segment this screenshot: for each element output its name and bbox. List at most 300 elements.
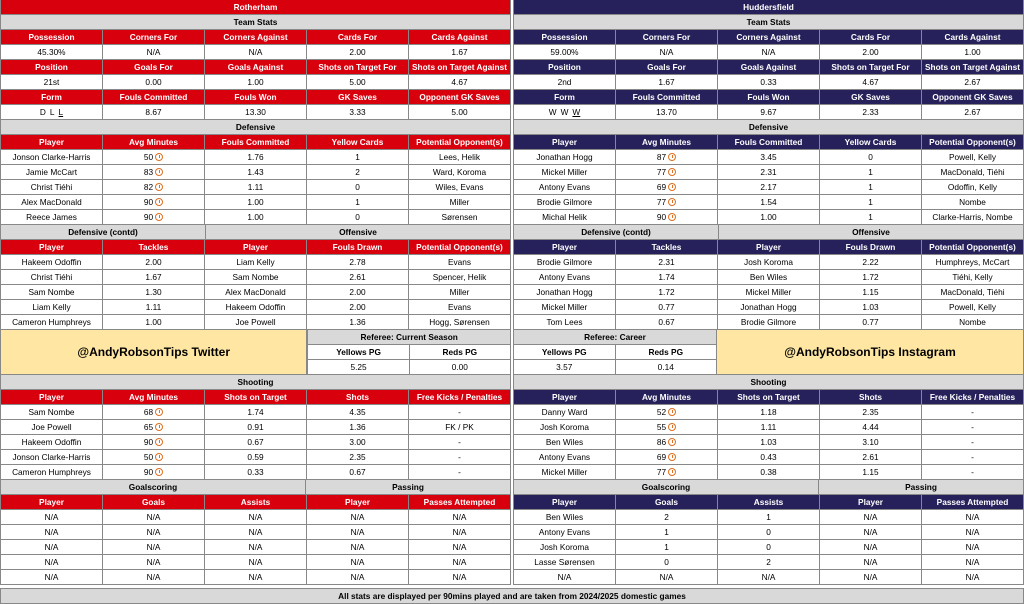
stat-value: N/A bbox=[205, 45, 307, 60]
player-name: N/A bbox=[820, 555, 922, 570]
stat-value: 9.67 bbox=[718, 105, 820, 120]
column-header: Corners Against bbox=[205, 30, 307, 45]
avg-minutes-cell bbox=[103, 180, 205, 195]
stopwatch-icon bbox=[668, 183, 676, 191]
column-header: Player bbox=[513, 135, 616, 150]
column-header: Position bbox=[513, 60, 616, 75]
stat-value: - bbox=[409, 405, 511, 420]
column-header: Player bbox=[0, 135, 103, 150]
stat-value: N/A bbox=[922, 525, 1024, 540]
stat-value: 1.11 bbox=[103, 300, 205, 315]
avg-minutes-cell bbox=[616, 165, 718, 180]
stat-value: 3.45 bbox=[718, 150, 820, 165]
stat-value: 1 bbox=[307, 150, 409, 165]
stat-value: 0 bbox=[718, 540, 820, 555]
stopwatch-icon bbox=[155, 468, 163, 476]
table-row bbox=[513, 180, 1024, 195]
column-header: Goals bbox=[616, 495, 718, 510]
column-header: Tackles bbox=[103, 240, 205, 255]
avg-minutes-cell bbox=[616, 435, 718, 450]
team-stats-header-row bbox=[0, 60, 511, 75]
table-row bbox=[513, 450, 1024, 465]
stat-value: - bbox=[409, 435, 511, 450]
avg-minutes-cell bbox=[616, 180, 718, 195]
player-name: Jonson Clarke-Harris bbox=[0, 450, 103, 465]
stat-value: N/A bbox=[922, 540, 1024, 555]
column-header: Potential Opponent(s) bbox=[409, 135, 511, 150]
avg-minutes-cell bbox=[616, 465, 718, 480]
stat-value: 2 bbox=[616, 510, 718, 525]
stat-value: 1 bbox=[820, 180, 922, 195]
stat-value: 1.03 bbox=[718, 435, 820, 450]
goalscoring-passing-title bbox=[513, 480, 1024, 495]
player-name: Jonathan Hogg bbox=[718, 300, 820, 315]
stat-value: N/A bbox=[103, 540, 205, 555]
defensive-header-row bbox=[513, 135, 1024, 150]
stat-value: Spencer, Helik bbox=[409, 270, 511, 285]
shooting-header-row bbox=[513, 390, 1024, 405]
team-stats-value-row bbox=[0, 75, 511, 90]
stat-value: 2.00 bbox=[307, 285, 409, 300]
stat-value: 1 bbox=[616, 525, 718, 540]
column-header: Player bbox=[205, 240, 307, 255]
player-name: Ben Wiles bbox=[513, 435, 616, 450]
stat-value: N/A bbox=[103, 525, 205, 540]
player-name: N/A bbox=[307, 570, 409, 585]
team-stats-header-row bbox=[0, 90, 511, 105]
stopwatch-icon bbox=[155, 183, 163, 191]
column-header: Player bbox=[0, 390, 103, 405]
player-name: Josh Koroma bbox=[513, 420, 616, 435]
stat-value: 2.78 bbox=[307, 255, 409, 270]
social-referee-block bbox=[513, 330, 1024, 375]
section-title: Shooting bbox=[0, 375, 511, 390]
stat-value: Odoffin, Kelly bbox=[922, 180, 1024, 195]
stat-value: 21st bbox=[0, 75, 103, 90]
player-name: Danny Ward bbox=[513, 405, 616, 420]
player-name: Reece James bbox=[0, 210, 103, 225]
minutes-value: 87 bbox=[656, 152, 667, 162]
stat-value: Ward, Koroma bbox=[409, 165, 511, 180]
stat-value: 1.76 bbox=[205, 150, 307, 165]
stat-value: 1.00 bbox=[205, 210, 307, 225]
stat-value: 3.00 bbox=[307, 435, 409, 450]
table-row bbox=[513, 405, 1024, 420]
player-name: Sam Nombe bbox=[0, 285, 103, 300]
stat-value: Evans bbox=[409, 300, 511, 315]
player-name: N/A bbox=[0, 525, 103, 540]
stat-value: Powell, Kelly bbox=[922, 150, 1024, 165]
stat-value: N/A bbox=[205, 555, 307, 570]
form-result: W bbox=[572, 107, 581, 117]
column-header: Reds PG bbox=[616, 345, 718, 360]
player-name: Liam Kelly bbox=[0, 300, 103, 315]
avg-minutes-cell bbox=[616, 405, 718, 420]
stat-value: N/A bbox=[616, 570, 718, 585]
player-name: Michal Helik bbox=[513, 210, 616, 225]
referee-title bbox=[513, 330, 717, 345]
column-header: Avg Minutes bbox=[103, 135, 205, 150]
column-header: Corners For bbox=[103, 30, 205, 45]
table-row bbox=[0, 435, 511, 450]
stat-value: 1 bbox=[820, 195, 922, 210]
player-name: Mickel Miller bbox=[513, 465, 616, 480]
column-header: Free Kicks / Penalties bbox=[922, 390, 1024, 405]
stat-value: MacDonald, Tiéhi bbox=[922, 165, 1024, 180]
defensive-contd-offensive-title bbox=[513, 225, 1024, 240]
table-row bbox=[0, 570, 511, 585]
stopwatch-icon bbox=[668, 153, 676, 161]
table-row bbox=[0, 420, 511, 435]
column-header: Opponent GK Saves bbox=[922, 90, 1024, 105]
section-title: Referee: Current Season bbox=[307, 330, 511, 345]
player-name: Antony Evans bbox=[513, 450, 616, 465]
minutes-value: 86 bbox=[656, 437, 667, 447]
player-name: Hakeem Odoffin bbox=[0, 255, 103, 270]
column-header: Possession bbox=[513, 30, 616, 45]
column-header: Fouls Won bbox=[205, 90, 307, 105]
defensive-section-title bbox=[513, 120, 1024, 135]
shooting-section-title bbox=[513, 375, 1024, 390]
column-header: Goals Against bbox=[205, 60, 307, 75]
referee-title bbox=[307, 330, 511, 345]
stat-value: 1.67 bbox=[103, 270, 205, 285]
stat-value: 1.36 bbox=[307, 420, 409, 435]
table-row bbox=[0, 255, 511, 270]
column-header: Fouls Committed bbox=[718, 135, 820, 150]
minutes-value: 90 bbox=[656, 212, 667, 222]
player-name: Alex MacDonald bbox=[205, 285, 307, 300]
section-title: Passing bbox=[819, 480, 1024, 495]
stat-value: 2 bbox=[718, 555, 820, 570]
stat-value: N/A bbox=[718, 570, 820, 585]
column-header: Tackles bbox=[616, 240, 718, 255]
section-title: Defensive (contd) bbox=[0, 225, 206, 240]
stat-value: 1.43 bbox=[205, 165, 307, 180]
stat-value: Nombe bbox=[922, 315, 1024, 330]
stopwatch-icon bbox=[155, 153, 163, 161]
stat-value: 1 bbox=[616, 540, 718, 555]
table-row bbox=[513, 435, 1024, 450]
player-name: Ben Wiles bbox=[513, 510, 616, 525]
table-row bbox=[0, 180, 511, 195]
stat-value: 8.67 bbox=[103, 105, 205, 120]
footer-note: All stats are displayed per 90mins played and are taken from 2024/2025 domestic games bbox=[0, 588, 1024, 604]
player-name: Cameron Humphreys bbox=[0, 465, 103, 480]
stat-value: - bbox=[922, 435, 1024, 450]
minutes-value: 90 bbox=[143, 437, 154, 447]
stat-value: 2.22 bbox=[820, 255, 922, 270]
stat-value: 1 bbox=[307, 195, 409, 210]
stat-value: 45.30% bbox=[0, 45, 103, 60]
stat-value: 0.38 bbox=[718, 465, 820, 480]
referee-value-row bbox=[513, 360, 717, 375]
column-header: Avg Minutes bbox=[616, 390, 718, 405]
stat-value: 1.15 bbox=[820, 285, 922, 300]
player-name: Alex MacDonald bbox=[0, 195, 103, 210]
social-handle bbox=[0, 330, 307, 375]
minutes-value: 77 bbox=[656, 167, 667, 177]
table-row bbox=[513, 570, 1024, 585]
column-header: Fouls Committed bbox=[616, 90, 718, 105]
stat-value: 2.31 bbox=[718, 165, 820, 180]
table-row bbox=[513, 555, 1024, 570]
stat-value: 0 bbox=[718, 525, 820, 540]
minutes-value: 50 bbox=[143, 452, 154, 462]
column-header: Potential Opponent(s) bbox=[922, 240, 1024, 255]
player-name: Brodie Gilmore bbox=[513, 255, 616, 270]
column-header: Fouls Drawn bbox=[820, 240, 922, 255]
stat-value: 0.33 bbox=[205, 465, 307, 480]
stat-value: N/A bbox=[205, 570, 307, 585]
column-header: Player bbox=[718, 240, 820, 255]
player-name: N/A bbox=[307, 510, 409, 525]
column-header: Shots on Target Against bbox=[409, 60, 511, 75]
rotherham-panel bbox=[0, 0, 511, 585]
avg-minutes-cell bbox=[616, 150, 718, 165]
avg-minutes-cell bbox=[616, 195, 718, 210]
player-name: N/A bbox=[820, 510, 922, 525]
section-title: Passing bbox=[306, 480, 511, 495]
column-header: Avg Minutes bbox=[616, 135, 718, 150]
player-name: Lasse Sørensen bbox=[513, 555, 616, 570]
section-title: Defensive bbox=[0, 120, 511, 135]
column-header: Form bbox=[513, 90, 616, 105]
table-row bbox=[0, 465, 511, 480]
stat-value: 0 bbox=[820, 150, 922, 165]
team-stats-value-row bbox=[0, 45, 511, 60]
stat-value: 0 bbox=[307, 210, 409, 225]
player-name: Jamie McCart bbox=[0, 165, 103, 180]
player-name: N/A bbox=[820, 570, 922, 585]
social-handle-text: @AndyRobsonTips Instagram bbox=[784, 345, 956, 359]
stat-value: 1.74 bbox=[616, 270, 718, 285]
table-row bbox=[513, 540, 1024, 555]
stat-value: 1.54 bbox=[718, 195, 820, 210]
referee-header-row bbox=[307, 345, 511, 360]
defensive-contd-offensive-title bbox=[0, 225, 511, 240]
avg-minutes-cell bbox=[103, 165, 205, 180]
player-name: Joe Powell bbox=[0, 420, 103, 435]
referee-value-row bbox=[307, 360, 511, 375]
stat-value: N/A bbox=[409, 555, 511, 570]
team-stats-value-row bbox=[513, 45, 1024, 60]
avg-minutes-cell bbox=[103, 450, 205, 465]
stat-value: N/A bbox=[409, 525, 511, 540]
referee-panel bbox=[513, 330, 717, 375]
form-result: W bbox=[548, 107, 557, 117]
stat-value: 3.10 bbox=[820, 435, 922, 450]
player-name: Mickel Miller bbox=[718, 285, 820, 300]
player-name: Jonathan Hogg bbox=[513, 150, 616, 165]
section-title: Offensive bbox=[719, 225, 1024, 240]
minutes-value: 52 bbox=[656, 407, 667, 417]
stat-value: 1.00 bbox=[205, 75, 307, 90]
form-cell bbox=[513, 105, 616, 120]
column-header: Passes Attempted bbox=[409, 495, 511, 510]
stat-value: 1.18 bbox=[718, 405, 820, 420]
referee-panel bbox=[307, 330, 511, 375]
stat-value: N/A bbox=[103, 45, 205, 60]
team-name: Rotherham bbox=[0, 0, 511, 15]
stat-value: 1.30 bbox=[103, 285, 205, 300]
table-row bbox=[513, 300, 1024, 315]
column-header: Shots on Target bbox=[718, 390, 820, 405]
column-header: Fouls Committed bbox=[205, 135, 307, 150]
stat-value: Wiles, Evans bbox=[409, 180, 511, 195]
table-row bbox=[0, 555, 511, 570]
minutes-value: 77 bbox=[656, 467, 667, 477]
form-result: L bbox=[49, 107, 55, 117]
defensive-section-title bbox=[0, 120, 511, 135]
stat-value: 4.44 bbox=[820, 420, 922, 435]
stopwatch-icon bbox=[668, 408, 676, 416]
player-name: N/A bbox=[820, 540, 922, 555]
stat-value: 1.74 bbox=[205, 405, 307, 420]
stat-value: 2.67 bbox=[922, 75, 1024, 90]
column-header: GK Saves bbox=[820, 90, 922, 105]
column-header: Corners Against bbox=[718, 30, 820, 45]
stat-value: 2nd bbox=[513, 75, 616, 90]
stopwatch-icon bbox=[668, 423, 676, 431]
team-stats-header bbox=[0, 15, 511, 30]
form-result: D bbox=[39, 107, 46, 117]
minutes-value: 50 bbox=[143, 152, 154, 162]
stopwatch-icon bbox=[668, 213, 676, 221]
stat-value: Miller bbox=[409, 195, 511, 210]
stat-value: 2.61 bbox=[307, 270, 409, 285]
column-header: Passes Attempted bbox=[922, 495, 1024, 510]
column-header: Yellows PG bbox=[307, 345, 409, 360]
player-name: Ben Wiles bbox=[718, 270, 820, 285]
stat-value: 1.11 bbox=[718, 420, 820, 435]
team-stats-value-row bbox=[513, 105, 1024, 120]
stat-value: N/A bbox=[409, 570, 511, 585]
section-title: Offensive bbox=[206, 225, 511, 240]
minutes-value: 69 bbox=[656, 452, 667, 462]
stat-value: Powell, Kelly bbox=[922, 300, 1024, 315]
section-title: Shooting bbox=[513, 375, 1024, 390]
stat-value: FK / PK bbox=[409, 420, 511, 435]
stat-value: 2.00 bbox=[307, 300, 409, 315]
player-name: Sam Nombe bbox=[205, 270, 307, 285]
stat-value: - bbox=[922, 465, 1024, 480]
stat-value: 1 bbox=[718, 510, 820, 525]
minutes-value: 68 bbox=[143, 407, 154, 417]
player-name: Jonson Clarke-Harris bbox=[0, 150, 103, 165]
minutes-value: 90 bbox=[143, 197, 154, 207]
stat-value: 0 bbox=[616, 555, 718, 570]
player-name: N/A bbox=[307, 555, 409, 570]
column-header: Potential Opponent(s) bbox=[922, 135, 1024, 150]
avg-minutes-cell bbox=[103, 210, 205, 225]
stat-value: 0 bbox=[307, 180, 409, 195]
table-row bbox=[0, 165, 511, 180]
avg-minutes-cell bbox=[103, 405, 205, 420]
avg-minutes-cell bbox=[103, 435, 205, 450]
stat-value: 0.00 bbox=[103, 75, 205, 90]
team-stats-header-row bbox=[513, 60, 1024, 75]
stat-value: Nombe bbox=[922, 195, 1024, 210]
stat-value: N/A bbox=[205, 540, 307, 555]
player-name: Christ Tiéhi bbox=[0, 270, 103, 285]
referee-header-row bbox=[513, 345, 717, 360]
player-name: Antony Evans bbox=[513, 525, 616, 540]
stat-value: Tiéhi, Kelly bbox=[922, 270, 1024, 285]
table-row bbox=[513, 150, 1024, 165]
stat-value: - bbox=[922, 450, 1024, 465]
column-header: Avg Minutes bbox=[103, 390, 205, 405]
avg-minutes-cell bbox=[103, 420, 205, 435]
stat-value: 59.00% bbox=[513, 45, 616, 60]
stat-value: 3.33 bbox=[307, 105, 409, 120]
stat-value: 0.33 bbox=[718, 75, 820, 90]
stat-value: N/A bbox=[205, 510, 307, 525]
stat-value: MacDonald, Tiéhi bbox=[922, 285, 1024, 300]
table-row bbox=[513, 420, 1024, 435]
stat-value: Sørensen bbox=[409, 210, 511, 225]
column-header: Reds PG bbox=[410, 345, 511, 360]
stat-value: N/A bbox=[103, 510, 205, 525]
column-header: Free Kicks / Penalties bbox=[409, 390, 511, 405]
column-header: Player bbox=[513, 390, 616, 405]
column-header: Shots on Target Against bbox=[922, 60, 1024, 75]
minutes-value: 55 bbox=[656, 422, 667, 432]
stat-value: Evans bbox=[409, 255, 511, 270]
player-name: N/A bbox=[0, 540, 103, 555]
stat-value: 1 bbox=[820, 210, 922, 225]
stat-value: N/A bbox=[409, 540, 511, 555]
column-header: Goals Against bbox=[718, 60, 820, 75]
stat-value: Hogg, Sørensen bbox=[409, 315, 511, 330]
shooting-section-title bbox=[0, 375, 511, 390]
column-header: Goals For bbox=[103, 60, 205, 75]
stat-value: 2.00 bbox=[820, 45, 922, 60]
table-row bbox=[0, 525, 511, 540]
stat-value: N/A bbox=[922, 510, 1024, 525]
form-result: L bbox=[58, 107, 64, 117]
avg-minutes-cell bbox=[616, 210, 718, 225]
column-header: Corners For bbox=[616, 30, 718, 45]
column-header: Form bbox=[0, 90, 103, 105]
avg-minutes-cell bbox=[103, 465, 205, 480]
team-stats-value-row bbox=[0, 105, 511, 120]
column-header: Yellows PG bbox=[513, 345, 616, 360]
stopwatch-icon bbox=[668, 453, 676, 461]
stat-value: 2.35 bbox=[307, 450, 409, 465]
table-row bbox=[513, 195, 1024, 210]
table-row bbox=[513, 315, 1024, 330]
player-name: Hakeem Odoffin bbox=[205, 300, 307, 315]
stat-value: 0.14 bbox=[616, 360, 718, 375]
stat-value: 5.25 bbox=[307, 360, 409, 375]
team-banner bbox=[0, 0, 511, 15]
table-row bbox=[0, 270, 511, 285]
player-name: Jonathan Hogg bbox=[513, 285, 616, 300]
minutes-value: 83 bbox=[143, 167, 154, 177]
player-name: N/A bbox=[307, 540, 409, 555]
stopwatch-icon bbox=[668, 168, 676, 176]
avg-minutes-cell bbox=[616, 420, 718, 435]
stat-value: - bbox=[409, 450, 511, 465]
goalscoring-passing-header-row bbox=[513, 495, 1024, 510]
player-name: N/A bbox=[0, 555, 103, 570]
column-header: Shots on Target bbox=[205, 390, 307, 405]
stat-value: 2.67 bbox=[922, 105, 1024, 120]
stat-value: 0.77 bbox=[820, 315, 922, 330]
stat-value: 0.43 bbox=[718, 450, 820, 465]
player-name: Mickel Miller bbox=[513, 300, 616, 315]
